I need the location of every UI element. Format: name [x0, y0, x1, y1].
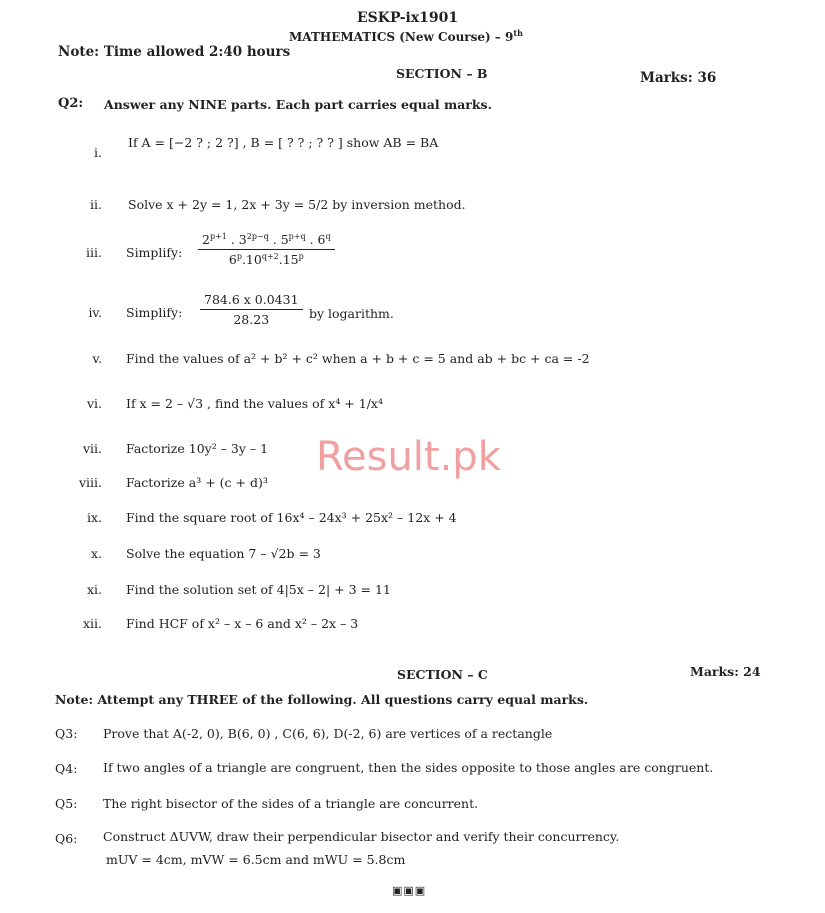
part-text: Find the solution set of 4|5x – 2| + 3 = 11	[126, 582, 391, 597]
question-number: Q3:	[55, 726, 78, 741]
paper-code: ESKP-ix1901	[357, 10, 459, 26]
part-number: i.	[94, 145, 102, 160]
part-text: Factorize a³ + (c + d)³	[126, 475, 268, 490]
part-number: viii.	[78, 475, 102, 490]
q2-instruction: Answer any NINE parts. Each part carries equal marks.	[104, 97, 492, 112]
footer-mark: ▣▣▣	[392, 884, 427, 897]
question-subtext: mUV = 4cm, mVW = 6.5cm and mWU = 5.8cm	[106, 852, 406, 867]
part-number: v.	[92, 351, 102, 366]
question-number: Q6:	[55, 831, 78, 846]
part-text: Find HCF of x² – x – 6 and x² – 2x – 3	[126, 616, 359, 631]
part-text: Factorize 10y² – 3y – 1	[126, 441, 269, 456]
part-number: vi.	[86, 396, 102, 411]
watermark: Result.pk	[316, 434, 501, 480]
section-c-title: SECTION – C	[397, 667, 488, 682]
log-numerator: 784.6 x 0.0431	[200, 292, 303, 310]
part-number: iii.	[86, 245, 102, 260]
section-c-marks: Marks: 24	[690, 664, 761, 679]
log-denominator: 28.23	[233, 312, 270, 327]
part-number: xi.	[86, 582, 102, 597]
part-text: Solve x + 2y = 1, 2x + 3y = 5/2 by inversion method.	[128, 197, 466, 212]
q2-number: Q2:	[58, 96, 84, 111]
section-b-title: SECTION – B	[396, 66, 488, 81]
log-fraction	[200, 292, 303, 327]
part-text: If x = 2 – √3 , find the values of x⁴ + 1/x⁴	[126, 396, 383, 411]
part-text: Find the values of a² + b² + c² when a + b + c = 5 and ab + bc + ca = -2	[126, 351, 590, 366]
question-text: Prove that A(-2, 0), B(6, 0) , C(6, 6), D(-2, 6) are vertices of a rectangle	[103, 726, 553, 741]
part-number: xii.	[82, 616, 102, 631]
section-b-marks: Marks: 36	[640, 70, 717, 86]
question-number: Q5:	[55, 796, 78, 811]
part-number: iv.	[88, 305, 102, 320]
part-number: vii.	[82, 441, 102, 456]
question-text: The right bisector of the sides of a triangle are concurrent.	[103, 796, 479, 811]
section-c-note: Note: Attempt any THREE of the following. All questions carry equal marks.	[55, 692, 589, 707]
question-number: Q4:	[55, 761, 78, 776]
part-text: Find the square root of 16x⁴ – 24x³ + 25x² – 12x + 4	[126, 510, 457, 525]
part-text: Solve the equation 7 – √2b = 3	[126, 546, 321, 561]
simplify-fraction: $\frac{2^{p+1} . 3^{2p-q} . 5^{p+q} . 6^q}{6^p.10^{q+2}.15^p}$	[198, 232, 335, 267]
part-label: Simplify:	[126, 305, 183, 320]
question-text: If two angles of a triangle are congruent, then the sides opposite to those angles are congruent.	[103, 760, 714, 775]
time-note: Note: Time allowed 2:40 hours	[58, 44, 291, 60]
part-label: Simplify:	[126, 245, 183, 260]
part-number: ii.	[90, 197, 102, 212]
question-text: Construct ΔUVW, draw their perpendicular bisector and verify their concurrency.	[103, 829, 620, 844]
part-i-text	[128, 135, 438, 150]
log-suffix: by logarithm.	[309, 306, 394, 321]
part-number: x.	[90, 546, 102, 561]
subject-title: MATHEMATICS (New Course) – 9th	[289, 28, 523, 44]
part-number: ix.	[86, 510, 102, 525]
part-i-content: If A = [−2 ? ; 2 ?] , B = [ ? ? ; ? ? ] show AB = BA	[128, 135, 439, 150]
